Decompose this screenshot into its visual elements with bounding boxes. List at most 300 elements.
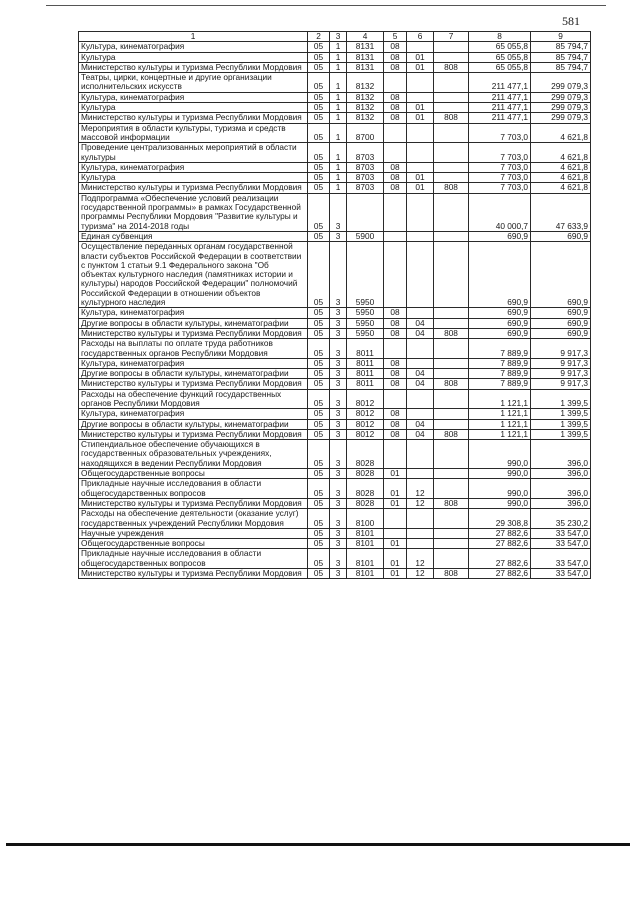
amount-year-1-cell: 65 055,8 [469,42,531,52]
ministry-code-cell: 808 [434,62,469,72]
target-code-cell: 8700 [347,123,384,143]
target-code-cell: 8028 [347,498,384,508]
division-code-cell: 08 [384,52,407,62]
amount-year-2-cell: 33 547,0 [531,569,591,579]
subdivision-code-cell [407,92,434,102]
division-code-cell: 01 [384,479,407,499]
ministry-code-cell [434,103,469,113]
subdivision-code-cell [407,242,434,308]
amount-year-2-cell: 9 917,3 [531,379,591,389]
division-code-cell: 01 [384,498,407,508]
row-name-cell: Культура, кинематография [79,162,308,172]
division-code-cell [384,339,407,359]
table-row [79,92,591,102]
ministry-code-cell [434,440,469,469]
row-name-cell: Научные учреждения [79,528,308,538]
section-code-cell: 05 [308,143,330,163]
amount-year-1-cell: 990,0 [469,440,531,469]
table-row [79,528,591,538]
subdivision-code-cell: 01 [407,52,434,62]
subdivision-code-cell [407,440,434,469]
ministry-code-cell [434,173,469,183]
amount-year-1-cell: 7 703,0 [469,183,531,193]
target-code-cell: 8028 [347,469,384,479]
program-code-cell: 3 [330,549,347,569]
division-code-cell [384,389,407,409]
subdivision-code-cell: 04 [407,429,434,439]
row-name-cell: Осуществление переданных органам государственной власти субъектов Российской Федерации в соответствии с пунктом 1 статьи 9.1 Федерального закона "Об объектах культурного наследия (памятниках истории и культуры) народов Российской Федерации" полномочий Российской Федерации в отношении объектов культурного наследия [79,242,308,308]
ministry-code-cell [434,308,469,318]
table-row [79,419,591,429]
division-code-cell: 08 [384,162,407,172]
division-code-cell: 01 [384,549,407,569]
section-code-cell: 05 [308,539,330,549]
amount-year-1-cell: 690,9 [469,318,531,328]
row-name-cell: Министерство культуры и туризма Республики Мордовия [79,429,308,439]
header-cell: 3 [330,32,347,42]
division-code-cell: 01 [384,569,407,579]
division-code-cell: 08 [384,429,407,439]
program-code-cell: 1 [330,123,347,143]
section-code-cell: 05 [308,183,330,193]
program-code-cell: 3 [330,358,347,368]
division-code-cell: 08 [384,113,407,123]
program-code-cell: 1 [330,73,347,93]
amount-year-1-cell: 7 703,0 [469,123,531,143]
subdivision-code-cell [407,389,434,409]
ministry-code-cell [434,389,469,409]
amount-year-1-cell: 7 889,9 [469,358,531,368]
amount-year-2-cell: 33 547,0 [531,549,591,569]
table-row [79,242,591,308]
header-cell: 1 [79,32,308,42]
target-code-cell: 8703 [347,183,384,193]
table-row [79,549,591,569]
row-name-cell: Другие вопросы в области культуры, кинематографии [79,369,308,379]
section-code-cell: 05 [308,113,330,123]
target-code-cell: 5950 [347,308,384,318]
amount-year-2-cell: 1 399,5 [531,409,591,419]
amount-year-1-cell: 690,9 [469,308,531,318]
amount-year-2-cell: 33 547,0 [531,539,591,549]
header-cell: 7 [434,32,469,42]
ministry-code-cell [434,162,469,172]
amount-year-2-cell: 396,0 [531,469,591,479]
amount-year-1-cell: 990,0 [469,498,531,508]
program-code-cell: 1 [330,183,347,193]
section-code-cell: 05 [308,379,330,389]
table-row [79,389,591,409]
amount-year-1-cell: 990,0 [469,479,531,499]
amount-year-1-cell: 1 121,1 [469,389,531,409]
subdivision-code-cell: 04 [407,318,434,328]
row-name-cell: Прикладные научные исследования в области общегосударственных вопросов [79,549,308,569]
program-code-cell: 3 [330,318,347,328]
division-code-cell: 01 [384,469,407,479]
subdivision-code-cell [407,409,434,419]
ministry-code-cell: 808 [434,569,469,579]
table-row [79,308,591,318]
ministry-code-cell [434,358,469,368]
target-code-cell: 5950 [347,242,384,308]
ministry-code-cell: 808 [434,328,469,338]
header-cell: 8 [469,32,531,42]
section-code-cell: 05 [308,389,330,409]
ministry-code-cell [434,143,469,163]
amount-year-2-cell: 4 621,8 [531,173,591,183]
section-code-cell: 05 [308,419,330,429]
program-code-cell: 1 [330,143,347,163]
header-cell: 5 [384,32,407,42]
amount-year-2-cell: 35 230,2 [531,509,591,529]
subdivision-code-cell: 01 [407,173,434,183]
division-code-cell: 08 [384,42,407,52]
division-code-cell: 08 [384,409,407,419]
subdivision-code-cell: 04 [407,379,434,389]
row-name-cell: Культура, кинематография [79,92,308,102]
amount-year-2-cell: 85 794,7 [531,42,591,52]
amount-year-2-cell: 9 917,3 [531,358,591,368]
division-code-cell: 01 [384,539,407,549]
ministry-code-cell [434,123,469,143]
target-code-cell: 8101 [347,528,384,538]
amount-year-2-cell: 85 794,7 [531,62,591,72]
program-code-cell: 3 [330,242,347,308]
subdivision-code-cell [407,42,434,52]
subdivision-code-cell [407,469,434,479]
table-row [79,103,591,113]
subdivision-code-cell [407,193,434,231]
amount-year-2-cell: 299 079,3 [531,73,591,93]
division-code-cell: 08 [384,62,407,72]
row-name-cell: Расходы на обеспечение деятельности (оказание услуг) государственных учреждений Республики Мордовия [79,509,308,529]
program-code-cell: 3 [330,308,347,318]
section-code-cell: 05 [308,162,330,172]
amount-year-1-cell: 7 889,9 [469,339,531,359]
subdivision-code-cell: 01 [407,62,434,72]
row-name-cell: Министерство культуры и туризма Республики Мордовия [79,62,308,72]
table-row [79,369,591,379]
amount-year-1-cell: 29 308,8 [469,509,531,529]
table-row [79,52,591,62]
division-code-cell [384,528,407,538]
row-name-cell: Общегосударственные вопросы [79,539,308,549]
row-name-cell: Другие вопросы в области культуры, кинематографии [79,318,308,328]
page-bottom-rule [6,843,630,846]
table-row [79,429,591,439]
section-code-cell: 05 [308,429,330,439]
amount-year-1-cell: 7 703,0 [469,162,531,172]
amount-year-1-cell: 211 477,1 [469,103,531,113]
program-code-cell: 3 [330,409,347,419]
header-cell: 9 [531,32,591,42]
subdivision-code-cell: 01 [407,113,434,123]
row-name-cell: Проведение централизованных мероприятий в области культуры [79,143,308,163]
row-name-cell: Министерство культуры и туризма Республики Мордовия [79,183,308,193]
section-code-cell: 05 [308,328,330,338]
subdivision-code-cell [407,73,434,93]
subdivision-code-cell: 01 [407,103,434,113]
table-row [79,73,591,93]
target-code-cell: 8012 [347,389,384,409]
amount-year-1-cell: 7 703,0 [469,173,531,183]
section-code-cell: 05 [308,469,330,479]
amount-year-1-cell: 27 882,6 [469,539,531,549]
target-code-cell: 5900 [347,231,384,241]
program-code-cell: 3 [330,469,347,479]
subdivision-code-cell [407,509,434,529]
row-name-cell: Расходы на обеспечение функций государственных органов Республики Мордовия [79,389,308,409]
target-code-cell: 8011 [347,339,384,359]
section-code-cell: 05 [308,509,330,529]
target-code-cell: 8132 [347,92,384,102]
ministry-code-cell [434,369,469,379]
target-code-cell: 8101 [347,569,384,579]
table-row [79,193,591,231]
subdivision-code-cell [407,539,434,549]
amount-year-2-cell: 9 917,3 [531,369,591,379]
program-code-cell: 1 [330,62,347,72]
ministry-code-cell [434,52,469,62]
division-code-cell: 08 [384,358,407,368]
amount-year-1-cell: 7 703,0 [469,143,531,163]
target-code-cell: 8703 [347,173,384,183]
ministry-code-cell: 808 [434,113,469,123]
amount-year-1-cell: 27 882,6 [469,528,531,538]
amount-year-1-cell: 27 882,6 [469,569,531,579]
subdivision-code-cell [407,358,434,368]
section-code-cell: 05 [308,339,330,359]
row-name-cell: Министерство культуры и туризма Республики Мордовия [79,328,308,338]
amount-year-2-cell: 85 794,7 [531,52,591,62]
division-code-cell [384,242,407,308]
amount-year-2-cell: 1 399,5 [531,429,591,439]
ministry-code-cell [434,242,469,308]
row-name-cell: Общегосударственные вопросы [79,469,308,479]
amount-year-1-cell: 1 121,1 [469,429,531,439]
division-code-cell: 08 [384,328,407,338]
ministry-code-cell [434,419,469,429]
subdivision-code-cell [407,339,434,359]
ministry-code-cell: 808 [434,379,469,389]
amount-year-1-cell: 40 000,7 [469,193,531,231]
table-row [79,440,591,469]
row-name-cell: Культура, кинематография [79,42,308,52]
target-code-cell: 8131 [347,42,384,52]
amount-year-1-cell: 65 055,8 [469,62,531,72]
ministry-code-cell: 808 [434,429,469,439]
target-code-cell: 8132 [347,103,384,113]
target-code-cell: 8703 [347,143,384,163]
table-row [79,42,591,52]
program-code-cell: 1 [330,162,347,172]
division-code-cell [384,193,407,231]
row-name-cell: Единая субвенция [79,231,308,241]
amount-year-2-cell: 33 547,0 [531,528,591,538]
ministry-code-cell [434,539,469,549]
table-row [79,62,591,72]
division-code-cell [384,123,407,143]
amount-year-2-cell: 9 917,3 [531,339,591,359]
amount-year-2-cell: 4 621,8 [531,123,591,143]
row-name-cell: Расходы на выплаты по оплате труда работников государственных органов Республики Мордовия [79,339,308,359]
amount-year-2-cell: 396,0 [531,440,591,469]
amount-year-2-cell: 396,0 [531,498,591,508]
division-code-cell [384,73,407,93]
amount-year-2-cell: 299 079,3 [531,92,591,102]
target-code-cell [347,193,384,231]
section-code-cell: 05 [308,498,330,508]
subdivision-code-cell [407,528,434,538]
target-code-cell: 8028 [347,479,384,499]
section-code-cell: 05 [308,193,330,231]
program-code-cell: 3 [330,539,347,549]
section-code-cell: 05 [308,318,330,328]
page-number: 581 [562,14,580,28]
table-row [79,379,591,389]
row-name-cell: Другие вопросы в области культуры, кинематографии [79,419,308,429]
target-code-cell: 8100 [347,509,384,529]
row-name-cell: Прикладные научные исследования в области общегосударственных вопросов [79,479,308,499]
program-code-cell: 3 [330,440,347,469]
amount-year-2-cell: 299 079,3 [531,113,591,123]
header-cell: 4 [347,32,384,42]
amount-year-2-cell: 690,9 [531,242,591,308]
amount-year-1-cell: 1 121,1 [469,419,531,429]
row-name-cell: Министерство культуры и туризма Республики Мордовия [79,569,308,579]
division-code-cell: 08 [384,92,407,102]
section-code-cell: 05 [308,569,330,579]
header-cell: 2 [308,32,330,42]
section-code-cell: 05 [308,409,330,419]
row-name-cell: Театры, цирки, концертные и другие организации исполнительских искусств [79,73,308,93]
row-name-cell: Министерство культуры и туризма Республики Мордовия [79,498,308,508]
table-row [79,569,591,579]
ministry-code-cell [434,509,469,529]
program-code-cell: 1 [330,42,347,52]
section-code-cell: 05 [308,231,330,241]
division-code-cell [384,440,407,469]
section-code-cell: 05 [308,358,330,368]
subdivision-code-cell: 12 [407,479,434,499]
ministry-code-cell [434,231,469,241]
table-row [79,123,591,143]
amount-year-1-cell: 1 121,1 [469,409,531,419]
section-code-cell: 05 [308,369,330,379]
amount-year-2-cell: 690,9 [531,308,591,318]
amount-year-2-cell: 4 621,8 [531,162,591,172]
program-code-cell: 1 [330,52,347,62]
division-code-cell: 08 [384,183,407,193]
division-code-cell [384,231,407,241]
table-row [79,539,591,549]
division-code-cell: 08 [384,103,407,113]
row-name-cell: Мероприятия в области культуры, туризма и средств массовой информации [79,123,308,143]
target-code-cell: 5950 [347,318,384,328]
ministry-code-cell [434,469,469,479]
amount-year-2-cell: 690,9 [531,328,591,338]
amount-year-1-cell: 211 477,1 [469,92,531,102]
target-code-cell: 8011 [347,369,384,379]
amount-year-2-cell: 1 399,5 [531,389,591,409]
ministry-code-cell [434,73,469,93]
amount-year-1-cell: 65 055,8 [469,52,531,62]
row-name-cell: Стипендиальное обеспечение обучающихся в государственных образовательных учреждениях, находящихся в ведении Республики Мордовия [79,440,308,469]
division-code-cell [384,509,407,529]
division-code-cell [384,143,407,163]
program-code-cell: 3 [330,509,347,529]
section-code-cell: 05 [308,73,330,93]
amount-year-2-cell: 1 399,5 [531,419,591,429]
section-code-cell: 05 [308,173,330,183]
table-row [79,358,591,368]
program-code-cell: 3 [330,339,347,359]
table-row [79,162,591,172]
table-row [79,339,591,359]
amount-year-2-cell: 690,9 [531,318,591,328]
program-code-cell: 1 [330,113,347,123]
table-row [79,318,591,328]
program-code-cell: 1 [330,103,347,113]
amount-year-1-cell: 27 882,6 [469,549,531,569]
table-row [79,328,591,338]
table-row [79,113,591,123]
subdivision-code-cell [407,308,434,318]
amount-year-1-cell: 690,9 [469,242,531,308]
section-code-cell: 05 [308,123,330,143]
amount-year-1-cell: 211 477,1 [469,113,531,123]
target-code-cell: 8012 [347,409,384,419]
budget-table [78,31,591,579]
subdivision-code-cell [407,162,434,172]
amount-year-1-cell: 690,9 [469,328,531,338]
table-row [79,143,591,163]
target-code-cell: 8101 [347,549,384,569]
program-code-cell: 3 [330,498,347,508]
row-name-cell: Культура, кинематография [79,358,308,368]
ministry-code-cell [434,549,469,569]
target-code-cell: 8101 [347,539,384,549]
section-code-cell: 05 [308,479,330,499]
row-name-cell: Культура [79,103,308,113]
program-code-cell: 3 [330,419,347,429]
section-code-cell: 05 [308,242,330,308]
target-code-cell: 5950 [347,328,384,338]
program-code-cell: 3 [330,569,347,579]
program-code-cell: 3 [330,389,347,409]
ministry-code-cell: 808 [434,498,469,508]
target-code-cell: 8131 [347,62,384,72]
amount-year-2-cell: 690,9 [531,231,591,241]
amount-year-1-cell: 690,9 [469,231,531,241]
table-row [79,173,591,183]
section-code-cell: 05 [308,549,330,569]
row-name-cell: Подпрограмма «Обеспечение условий реализации государственной программы» в рамках Государственной программы Республики Мордовия "Развитие культуры и туризма" на 2014-2018 годы [79,193,308,231]
table-row [79,509,591,529]
table-row [79,479,591,499]
table-row [79,469,591,479]
target-code-cell: 8012 [347,429,384,439]
division-code-cell: 08 [384,419,407,429]
program-code-cell: 3 [330,231,347,241]
division-code-cell: 08 [384,379,407,389]
table-row [79,498,591,508]
division-code-cell: 08 [384,369,407,379]
row-name-cell: Культура [79,173,308,183]
row-name-cell: Министерство культуры и туризма Республики Мордовия [79,113,308,123]
amount-year-2-cell: 47 633,9 [531,193,591,231]
section-code-cell: 05 [308,440,330,469]
